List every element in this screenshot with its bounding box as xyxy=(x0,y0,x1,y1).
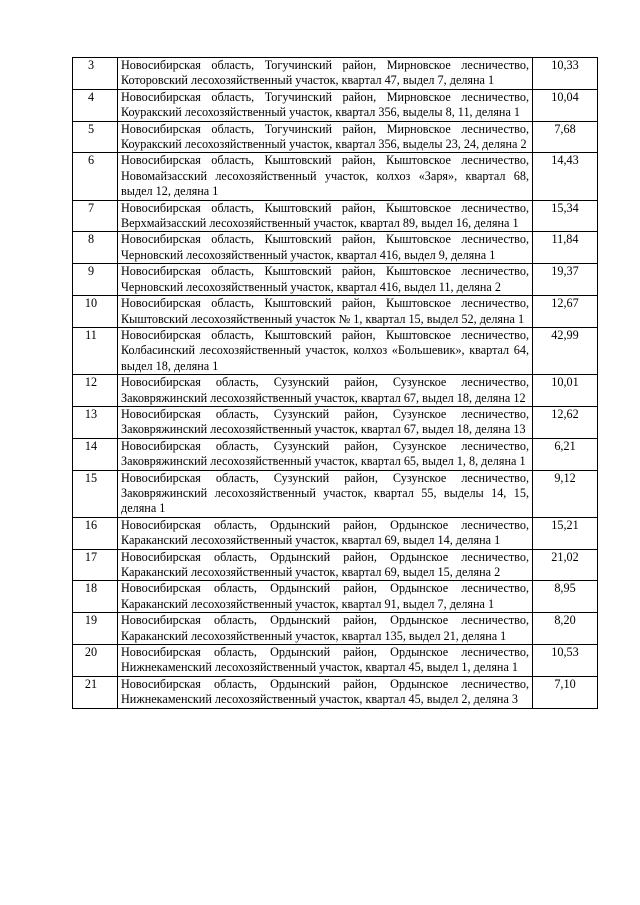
table-row xyxy=(73,470,598,517)
plot-location: Новосибирская область, Тогучинский район, Мирновское лесничество, Которовский лесохозяйственный участок, квартал 47, выдел 7, деляна 1 xyxy=(118,58,533,90)
row-number: 18 xyxy=(73,581,118,613)
table-row xyxy=(73,613,598,645)
plot-location: Новосибирская область, Тогучинский район, Мирновское лесничество, Коуракский лесохозяйственный участок, квартал 356, выделы 23, 24, деляна 2 xyxy=(118,121,533,153)
plot-area: 15,34 xyxy=(533,200,598,232)
row-number: 8 xyxy=(73,232,118,264)
plot-location: Новосибирская область, Кыштовский район, Кыштовское лесничество, Колбасинский лесохозяйственный участок, колхоз «Большевик», квартал 64, выдел 18, деляна 1 xyxy=(118,327,533,374)
plot-location: Новосибирская область, Кыштовский район, Кыштовское лесничество, Верхмайзасский лесохозяйственный участок, квартал 89, выдел 16, деляна 1 xyxy=(118,200,533,232)
table-row xyxy=(73,58,598,90)
row-number: 20 xyxy=(73,645,118,677)
plot-location: Новосибирская область, Тогучинский район, Мирновское лесничество, Коуракский лесохозяйственный участок, квартал 356, выделы 8, 11, деляна 1 xyxy=(118,89,533,121)
row-number: 13 xyxy=(73,406,118,438)
plot-area: 10,01 xyxy=(533,375,598,407)
row-number: 5 xyxy=(73,121,118,153)
row-number: 19 xyxy=(73,613,118,645)
plot-location: Новосибирская область, Ордынский район, Ордынское лесничество, Караканский лесохозяйственный участок, квартал 91, выдел 7, деляна 1 xyxy=(118,581,533,613)
table-row xyxy=(73,438,598,470)
table-row xyxy=(73,121,598,153)
row-number: 17 xyxy=(73,549,118,581)
plot-area: 10,33 xyxy=(533,58,598,90)
plot-area: 10,04 xyxy=(533,89,598,121)
table-row xyxy=(73,581,598,613)
row-number: 3 xyxy=(73,58,118,90)
plot-area: 8,95 xyxy=(533,581,598,613)
table-row xyxy=(73,375,598,407)
plot-area: 19,37 xyxy=(533,264,598,296)
row-number: 6 xyxy=(73,153,118,200)
plot-location: Новосибирская область, Кыштовский район, Кыштовское лесничество, Черновский лесохозяйственный участок, квартал 416, выдел 9, деляна 1 xyxy=(118,232,533,264)
table-row xyxy=(73,327,598,374)
plot-location: Новосибирская область, Сузунский район, Сузунское лесничество, Заковряжинский лесохозяйственный участок, квартал 55, выделы 14, 15, деляна 1 xyxy=(118,470,533,517)
plot-area: 7,10 xyxy=(533,676,598,708)
row-number: 12 xyxy=(73,375,118,407)
plot-location: Новосибирская область, Сузунский район, Сузунское лесничество, Заковряжинский лесохозяйственный участок, квартал 67, выдел 18, деляна 13 xyxy=(118,406,533,438)
plot-area: 14,43 xyxy=(533,153,598,200)
row-number: 21 xyxy=(73,676,118,708)
table-row xyxy=(73,200,598,232)
plot-area: 12,62 xyxy=(533,406,598,438)
row-number: 14 xyxy=(73,438,118,470)
plot-area: 11,84 xyxy=(533,232,598,264)
plot-location: Новосибирская область, Ордынский район, Ордынское лесничество, Караканский лесохозяйственный участок, квартал 69, выдел 14, деляна 1 xyxy=(118,517,533,549)
plot-location: Новосибирская область, Кыштовский район, Кыштовское лесничество, Кыштовский лесохозяйственный участок № 1, квартал 15, выдел 52, деляна 1 xyxy=(118,296,533,328)
row-number: 10 xyxy=(73,296,118,328)
row-number: 15 xyxy=(73,470,118,517)
plot-location: Новосибирская область, Ордынский район, Ордынское лесничество, Караканский лесохозяйственный участок, квартал 69, выдел 15, деляна 2 xyxy=(118,549,533,581)
plot-location: Новосибирская область, Сузунский район, Сузунское лесничество, Заковряжинский лесохозяйственный участок, квартал 67, выдел 18, деляна 12 xyxy=(118,375,533,407)
table-row xyxy=(73,517,598,549)
table-row xyxy=(73,676,598,708)
table-body xyxy=(73,58,598,709)
table-row xyxy=(73,645,598,677)
plot-area: 9,12 xyxy=(533,470,598,517)
row-number: 16 xyxy=(73,517,118,549)
plot-area: 42,99 xyxy=(533,327,598,374)
plot-area: 6,21 xyxy=(533,438,598,470)
plot-location: Новосибирская область, Ордынский район, Ордынское лесничество, Нижнекаменский лесохозяйственный участок, квартал 45, выдел 2, деляна 3 xyxy=(118,676,533,708)
plot-area: 12,67 xyxy=(533,296,598,328)
plot-location: Новосибирская область, Кыштовский район, Кыштовское лесничество, Черновский лесохозяйственный участок, квартал 416, выдел 11, деляна 2 xyxy=(118,264,533,296)
forest-plots-table xyxy=(72,57,598,709)
plot-location: Новосибирская область, Сузунский район, Сузунское лесничество, Заковряжинский лесохозяйственный участок, квартал 65, выдел 1, 8, деляна 1 xyxy=(118,438,533,470)
plot-area: 7,68 xyxy=(533,121,598,153)
plot-area: 8,20 xyxy=(533,613,598,645)
table-row xyxy=(73,153,598,200)
row-number: 4 xyxy=(73,89,118,121)
table-row xyxy=(73,549,598,581)
plot-area: 10,53 xyxy=(533,645,598,677)
plot-area: 21,02 xyxy=(533,549,598,581)
table-row xyxy=(73,264,598,296)
row-number: 7 xyxy=(73,200,118,232)
table-row xyxy=(73,232,598,264)
table-row xyxy=(73,296,598,328)
row-number: 11 xyxy=(73,327,118,374)
row-number: 9 xyxy=(73,264,118,296)
plot-location: Новосибирская область, Ордынский район, Ордынское лесничество, Караканский лесохозяйственный участок, квартал 135, выдел 21, деляна 1 xyxy=(118,613,533,645)
plot-location: Новосибирская область, Ордынский район, Ордынское лесничество, Нижнекаменский лесохозяйственный участок, квартал 45, выдел 1, деляна 1 xyxy=(118,645,533,677)
table-row xyxy=(73,406,598,438)
plot-area: 15,21 xyxy=(533,517,598,549)
plot-location: Новосибирская область, Кыштовский район, Кыштовское лесничество, Новомайзасский лесохозяйственный участок, колхоз «Заря», квартал 68, выдел 12, деляна 1 xyxy=(118,153,533,200)
table-row xyxy=(73,89,598,121)
